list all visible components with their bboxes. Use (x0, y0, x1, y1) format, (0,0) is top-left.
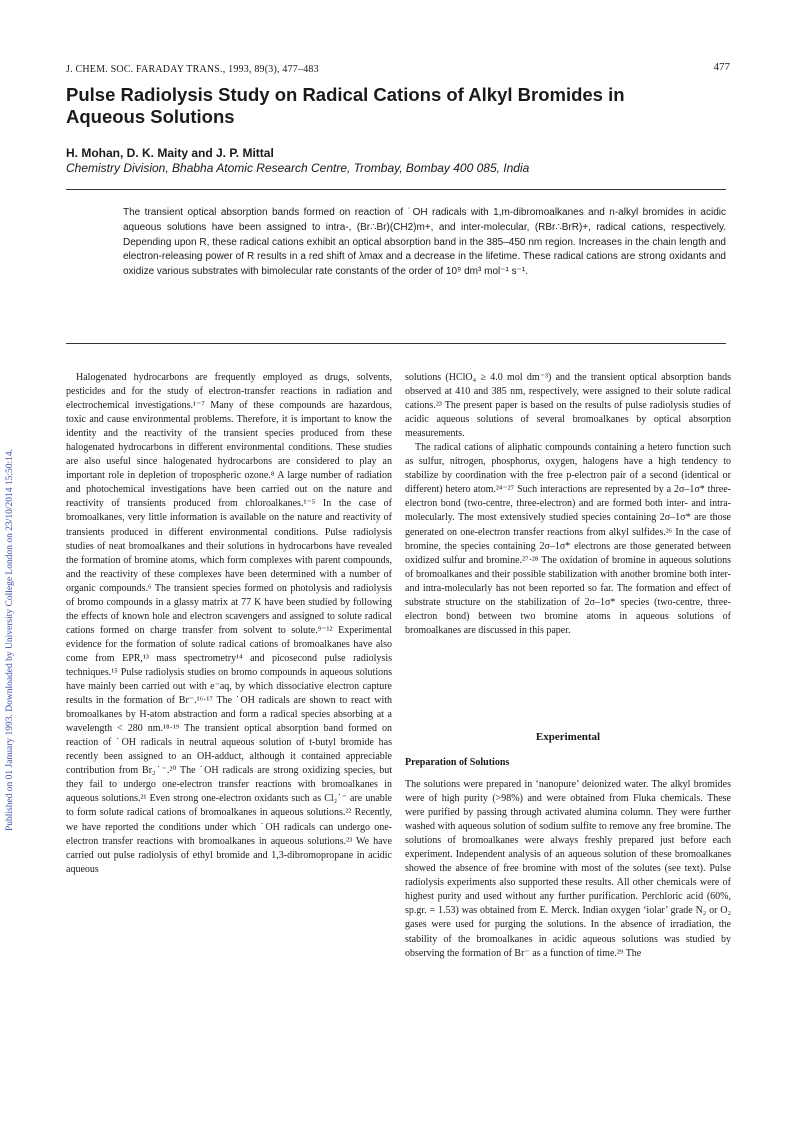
journal-citation: J. CHEM. SOC. FARADAY TRANS., 1993, 89(3), 477–483 (66, 64, 319, 75)
preparation-paragraph: The solutions were prepared in ‘nanopure’ deionized water. The alkyl bromides were of high purity (>98%) and were obtained from Fluka chemicals. These were purified by passing through activated alumina column. They were further washed with aqueous solution of sodium sulfite to remove any free bromine. The solutions of bromoalkanes were always freshly prepared just before each experiment. Independent analysis of an aqueous solution of these bromoalkanes showed the absence of free bromine with most of the solutes (see text). Pulse radiolysis experiments also supported these results. All other chemicals were of highest purity and used without any further purification. Perchloric acid (60%, sp.gr. = 1.53) was obtained from E. Merck. Indian oxygen ‘iolar’ grade N₂ or O₂ gases were used for purging the solutions. In the absence of irradiation, the stability of the bromoalkanes in acidic aqueous solutions was studied by observing the formation of Br⁻ as a function of time.²⁹ The (405, 779, 731, 959)
experimental-column (405, 778, 731, 961)
subsection-heading-preparation: Preparation of Solutions (405, 757, 510, 768)
abstract: The transient optical absorption bands formed on reaction of ˙OH radicals with 1,m-dibromoalkanes and n-alkyl bromides in acidic aqueous solutions have been assigned to intra-, (Br∴Br)(CH2)m+, and inter-molecular, (RBr∴BrR)+, radical cations, respectively. Depending upon R, these radical cations exhibit an optical absorption band in the 385–450 nm region. Increases in the chain length and electron-releasing power of R results in a red shift of λmax and a decrease in the lifetime. These radical cations are strong oxidants and oxidize various substrates with bimolecular rate constants of the order of 10⁹ dm³ mol⁻¹ s⁻¹. (123, 207, 726, 278)
download-stamp (2, 250, 18, 1030)
running-head (66, 61, 730, 78)
affiliation: Chemistry Division, Bhabha Atomic Research Centre, Trombay, Bombay 400 085, India (66, 161, 530, 175)
intro-continuation: solutions (HClO₄ ≥ 4.0 mol dm⁻³) and the transient optical absorption bands observed at 410 and 385 nm, respectively, were assigned to their solute radical cations.²³ The present paper is based on the results of pulse radiolysis studies of acidic aqueous solutions of several bromoalkanes by optical absorption measurements. (405, 372, 731, 440)
article-title: Pulse Radiolysis Study on Radical Cations of Alkyl Bromides in Aqueous Solutions (66, 84, 625, 127)
page-number: 477 (713, 61, 730, 73)
author-list: H. Mohan, D. K. Maity and J. P. Mittal (66, 146, 274, 160)
left-column (66, 371, 392, 877)
section-heading-experimental: Experimental (535, 731, 601, 743)
radical-cation-paragraph: The radical cations of aliphatic compounds containing a hetero function such as sulfur, nitrogen, phosphorus, oxygen, halogens have a high tendency to stabilize by coordination with the free p-electron pair of a second (identical or different) hetero atom.²⁴⁻²⁷ Such interactions are represented by a 2σ–1σ* three-electron bond (two-centre, three-electron) and are formed both inter- and intra-molecularly. The most extensively studied species containing 2σ–1σ* are those generated on one-electron transfer reactions from alkyl sulfides.²⁶ In the case of bromine, the species containing 2σ–1σ* electrons are those generated between oxidized sulfur and bromine.²⁷·²⁸ The oxidation of bromine in aqueous solutions of bromoalkanes and their possible stabilization with another bromine both inter- and intra-molecularly has not been reported so far. The formation and effect of substrate structure on the stabilization of 2σ–1σ* species (two-centre, three-electron bond) between two bromine atoms in aqueous solutions of bromoalkanes are discussed in this paper. (405, 442, 731, 636)
intro-paragraph: Halogenated hydrocarbons are frequently employed as drugs, solvents, pesticides and for the study of electron-transfer reactions in radiation and electrochemical investigations.¹⁻⁷ Many of these compounds are hazardous, toxic and cause environmental problems. Therefore, it is important to know the identity and the reactivity of the transient species produced from these halogenated hydrocarbons in different environmental conditions. These studies are also useful since halogenated hydrocarbons are considered to play an important role in depletion of tropospheric ozone.⁸ A large number of radiation and photochemical investigations have been carried out on the nature and reactivity of transients produced from chloroalkanes.¹⁻⁵ In the case of bromoalkanes, very little information is available on the nature and reactivity of transients produced in different environmental conditions. Pulse radiolysis studies of neat bromoalkanes and their solutions in hydrocarbons have revealed the formation of bromine atoms, which form complexes with parent compounds, and the reactivity of these complexes have been determined with a number of organic compounds.⁶ The transient species formed on photolysis and radiolysis of bromo compounds in a glassy matrix at 77 K have been studied by following the effects of known hole and electron scavengers and assigned to solute radical cations formed on charge transfer from solvent to solute.⁹⁻¹² Experimental evidence for the formation of solute radical cations of bromoalkanes have also come from EPR,¹³ mass spectrometry¹⁴ and picosecond pulse radiolysis techniques.¹⁵ Pulse radiolysis studies on bromo compounds in aqueous solutions have mainly been carried out with e⁻aq, by which dissociative electron capture results in the formation of Br⁻.¹⁶·¹⁷ The ˙OH radicals are shown to react with bromoalkanes by H-atom abstraction and form a radical species absorbing at a wavelength < 280 nm.¹⁸·¹⁹ The transient optical absorption band formed on reaction of ˙OH radicals in neutral aqueous solution of t-butyl bromide has recently been assigned to an OH-adduct, although it contained appreciable contribution from Br₂˙⁻.²⁰ The ˙OH radicals are strong oxidizing species, but they fail to undergo one-electron transfer reactions with bromoalkanes in aqueous solutions.²¹ Even strong one-electron oxidants such as Cl₂˙⁻ are unable to form solute radical cations of bromoalkanes in aqueous solutions.²² Recently, we have reported the conditions under which ˙OH radicals can undergo one-electron transfer reactions with bromoalkanes in aqueous solutions.²³ We have carried out pulse radiolysis of ethyl bromide and 1,3-dibromopropane in acidic aqueous (66, 372, 392, 875)
abstract-divider (66, 343, 726, 344)
download-stamp-text: Published on 01 January 1993. Downloaded by University College London on 23/10/2014 15:50:14. (5, 448, 15, 832)
right-column (405, 371, 731, 638)
top-divider (66, 189, 726, 190)
